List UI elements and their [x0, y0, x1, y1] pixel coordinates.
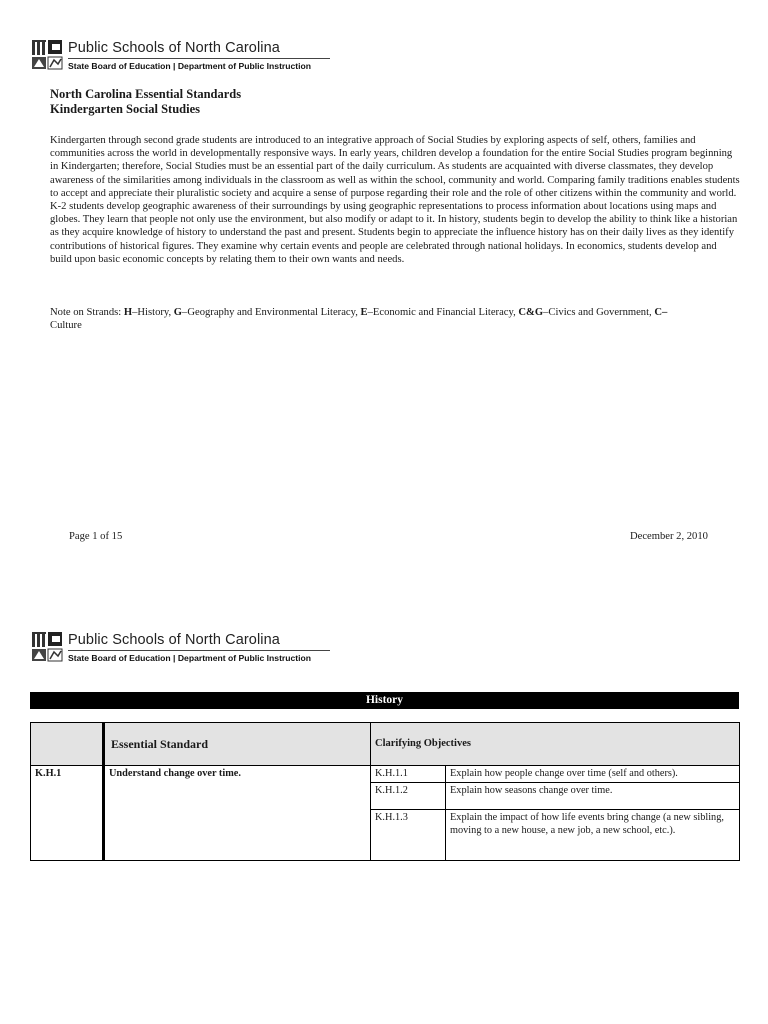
header-essential-standard: Essential Standard: [104, 723, 371, 766]
state-seal-logo-icon: [32, 40, 64, 70]
org-name: Public Schools of North Carolina: [68, 40, 280, 56]
objective-text: Explain the impact of how life events bring change (a new sibling, moving to a new house, a new job, a new school, etc.).: [446, 810, 740, 861]
page-title: [50, 87, 241, 117]
objective-code: K.H.1.2: [371, 783, 446, 810]
title-line-2: Kindergarten Social Studies: [50, 102, 201, 116]
standards-table: [30, 722, 740, 861]
strand-code: G: [173, 307, 183, 318]
strand-code: H: [123, 307, 133, 318]
objective-text: Explain how seasons change over time.: [446, 783, 740, 810]
letterhead-rule: [68, 58, 330, 59]
table-header-row: [31, 723, 740, 766]
org-name: Public Schools of North Carolina: [68, 632, 280, 648]
section-header-history: History: [30, 692, 739, 709]
strands-note: Note on Strands: H–History, G–Geography and Environmental Literacy, E–Economic and Financial Literacy, C&G–Civics and Government, C– Culture: [50, 307, 668, 332]
strand-code: C: [654, 307, 662, 318]
strands-prefix: Note on Strands:: [50, 307, 124, 318]
title-line-1: North Carolina Essential Standards: [50, 87, 242, 101]
standard-text: Understand change over time.: [104, 766, 371, 861]
page-number: Page 1 of 15: [69, 531, 123, 542]
strand-label: Civics and Government,: [548, 307, 655, 318]
objective-code: K.H.1.3: [371, 810, 446, 861]
intro-paragraph: Kindergarten through second grade students are introduced to an integrative approach of Social Studies by exploring aspects of self, others, families and communities across the world in developmentally responsive ways. In early years, children develop a foundation for the entire Social Studies program beginning in Kindergarten; therefore, Social Studies must be an essential part of the daily curriculum. As students are acquainted with diverse classmates, they develop awareness of the similarities among individuals in the classroom as well as within the school, community and world. Comparing family traditions enables students to accept and appreciate their pluralistic society and acquire a sense of purpose regarding their role and the role of other citizens within the community and world. K-2 students develop geographic awareness of their surroundings by using geographic representations to process information about locations using maps and globes. They learn that people not only use the environment, but also modify or adapt to it. In history, students begin to develop the ability to think like a historian as they acquire knowledge of history to understand the past and present. Students begin to appreciate the influence history has on their daily lives as they identify contributions of historical figures. They examine why certain events and people are celebrated through national holidays. In economics, students develop and build upon basic economic concepts by relating them to their own wants and needs.: [50, 135, 740, 265]
strand-label: History,: [137, 307, 174, 318]
objective-text: Explain how people change over time (self and others).: [446, 766, 740, 783]
page-date: December 2, 2010: [630, 531, 708, 542]
strand-label: Economic and Financial Literacy,: [372, 307, 519, 318]
letterhead-page-2: [30, 628, 330, 668]
strand-code: C&G: [518, 307, 544, 318]
header-clarifying-objectives: Clarifying Objectives: [371, 723, 740, 766]
strand-label: Culture: [50, 320, 82, 332]
objective-code: K.H.1.1: [371, 766, 446, 783]
state-seal-logo-icon: [32, 632, 64, 662]
letterhead-rule: [68, 650, 330, 651]
header-code-cell: [31, 723, 104, 766]
table-row: [31, 766, 740, 783]
org-subtitle: State Board of Education | Department of Public Instruction: [68, 61, 312, 71]
strand-code: E: [360, 307, 368, 318]
letterhead-top: [30, 36, 330, 76]
strand-label: Geography and Environmental Literacy,: [187, 307, 361, 318]
org-subtitle: State Board of Education | Department of Public Instruction: [68, 653, 312, 663]
standard-code: K.H.1: [31, 766, 104, 861]
